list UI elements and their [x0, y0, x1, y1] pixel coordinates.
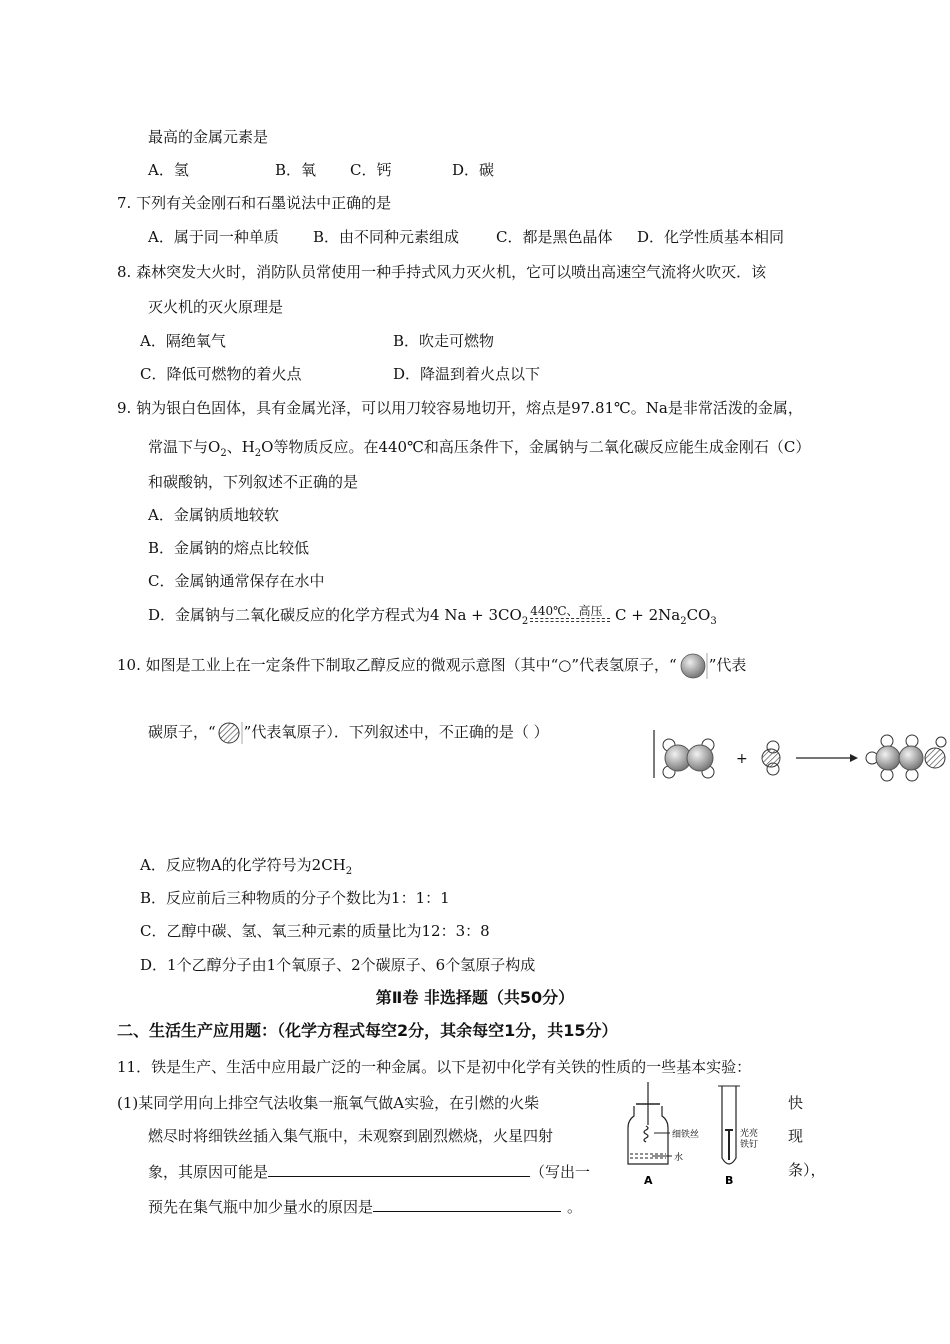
- part2-title: 第Ⅱ卷 非选择题（共50分）: [375, 988, 575, 1007]
- q10-line2-part-b: ”代表氧原子）．下列叙述中，不正确的是（ ）: [243, 723, 549, 741]
- q9-sub-3: 3: [710, 616, 717, 627]
- water-molecule: [762, 741, 780, 775]
- q11-part1-line1: (1)某同学用向上排空气法收集一瓶氧气做A实验，在引燃的火柴: [117, 1094, 540, 1112]
- q9-line2-part-c: O等物质反应。在440℃和高压条件下，金属钠与二氧化碳反应能生成金刚石（C）: [261, 438, 811, 456]
- q9-option-d-equation-left: D．金属钠与二氧化碳反应的化学方程式为4 Na + 3CO: [148, 606, 522, 624]
- carbon-atom-icon: [677, 651, 709, 681]
- q10-option-a: [140, 855, 352, 882]
- q9-line2: [148, 437, 810, 464]
- q10-line2-part-a: 碳原子，“: [148, 723, 216, 741]
- q6-option-b: B．氧: [275, 161, 317, 179]
- q9-line2-part-a: 常温下与O: [148, 438, 221, 456]
- q10-option-b: B．反应前后三种物质的分子个数比为1：1：1: [140, 889, 450, 907]
- q10-option-c: C．乙醇中碳、氢、氧三种元素的质量比为12：3：8: [140, 922, 490, 940]
- q8-option-b: B．吹走可燃物: [393, 332, 495, 350]
- test-tube-apparatus-b: [718, 1086, 758, 1187]
- q9-option-d-equation-right-a: C + 2Na: [610, 606, 681, 624]
- reaction-arrow: [796, 754, 858, 762]
- label-iron-nail: 铁钉: [740, 1140, 759, 1150]
- q10-line1: [117, 651, 746, 681]
- q10-line1-part-a: 10. 如图是工业上在一定条件下制取乙醇反应的微观示意图（其中“○”代表氢原子，“: [117, 656, 677, 674]
- q9-option-d-equation-right-b: CO: [686, 606, 711, 624]
- q11-part1-line2-end: 现: [788, 1127, 804, 1145]
- q11-part1-line3: [148, 1160, 590, 1182]
- q11-line3-text: 象，其原因可能是: [148, 1163, 269, 1181]
- q7-option-b: B．由不同种元素组成: [313, 228, 460, 246]
- label-water: 水: [674, 1153, 684, 1163]
- q9-reaction-condition: [530, 606, 610, 626]
- q9-sub-2d: 2: [680, 616, 687, 627]
- gas-jar-apparatus-a: [628, 1082, 699, 1187]
- label-shiny: 光亮: [740, 1129, 759, 1139]
- label-apparatus-a: A: [644, 1174, 653, 1187]
- q6-continuation: 最高的金属元素是: [148, 128, 269, 146]
- q7-stem: 7. 下列有关金刚石和石墨说法中正确的是: [117, 194, 392, 212]
- ethanol-molecule: [866, 735, 946, 781]
- q11-line3-text-end: （写出一: [530, 1163, 591, 1181]
- q10-line1-part-b: ”代表: [708, 656, 747, 674]
- q7-option-c: C．都是黑色晶体: [496, 228, 613, 246]
- q11-line4-period: 。: [567, 1198, 583, 1216]
- label-iron-wire: 细铁丝: [672, 1130, 700, 1140]
- label-apparatus-b: B: [725, 1174, 734, 1187]
- q9-sub-2c: 2: [521, 616, 529, 627]
- q9-sub-2a: 2: [220, 448, 227, 459]
- q11-part1-line4: [148, 1195, 582, 1217]
- q10-plus-sign: +: [736, 751, 748, 767]
- q11-stem: 11．铁是生产、生活中应用最广泛的一种金属。以下是初中化学有关铁的性质的一些基本实验：: [117, 1058, 752, 1076]
- ethylene-molecule: [663, 739, 714, 778]
- q11-line4-text: 预先在集气瓶中加少量水的原因是: [148, 1198, 374, 1216]
- q11-part1-line3-end: 条），: [788, 1161, 826, 1179]
- q8-option-c: C．降低可燃物的着火点: [140, 365, 302, 383]
- q9-sub-2b: 2: [254, 448, 262, 459]
- answer-blank-reason[interactable]: [268, 1160, 530, 1177]
- q9-line2-part-b: 、H: [226, 438, 255, 456]
- section2-heading: 二、生活生产应用题：（化学方程式每空2分，其余每空1分，共15分）: [117, 1021, 618, 1040]
- q10-reaction-diagram: [650, 728, 950, 788]
- answer-blank-water[interactable]: [373, 1195, 561, 1212]
- q8-stem: 8. 森林突发大火时，消防队员常使用一种手持式风力灭火机，它可以喷出高速空气流将火吹灭．该: [117, 263, 767, 281]
- q9-condition-line-bottom: [530, 621, 610, 622]
- oxygen-atom-icon: [216, 720, 244, 746]
- q11-experiment-figure: [622, 1080, 788, 1190]
- q9-option-c: C．金属钠通常保存在水中: [148, 572, 325, 590]
- q9-condition-line-top: [530, 618, 610, 619]
- q10-option-a-text: A．反应物A的化学符号为2CH: [140, 856, 346, 874]
- q6-option-a: A．氢: [148, 161, 189, 179]
- q10-option-d: D．1个乙醇分子由1个氧原子、2个碳原子、6个氢原子构成: [140, 956, 536, 974]
- q7-option-a: A．属于同一种单质: [148, 228, 279, 246]
- q7-option-d: D．化学性质基本相同: [637, 228, 785, 246]
- q10-sub-2: 2: [345, 866, 353, 877]
- q6-option-c: C．钙: [350, 161, 392, 179]
- q9-condition-text: 440℃、高压: [530, 604, 603, 618]
- q9-option-b: B．金属钠的熔点比较低: [148, 539, 310, 557]
- q6-option-d: D．碳: [452, 161, 495, 179]
- q9-line1: 9. 钠为银白色固体，具有金属光泽，可以用刀较容易地切开，熔点是97.81℃。Na是非常活泼的金属，: [117, 399, 803, 417]
- q10-line2: [148, 720, 549, 746]
- q9-line3: 和碳酸钠，下列叙述不正确的是: [148, 473, 359, 491]
- q8-option-d: D．降温到着火点以下: [393, 365, 541, 383]
- q9-option-a: A．金属钠质地较软: [148, 506, 279, 524]
- q8-option-a: A．隔绝氧气: [140, 332, 226, 350]
- q11-part1-line2: 燃尽时将细铁丝插入集气瓶中，未观察到剧烈燃烧，火星四射: [148, 1127, 554, 1145]
- q9-option-d: [148, 605, 717, 632]
- q8-continuation: 灭火机的灭火原理是: [148, 298, 284, 316]
- q11-part1-line1-end: 快: [788, 1094, 804, 1112]
